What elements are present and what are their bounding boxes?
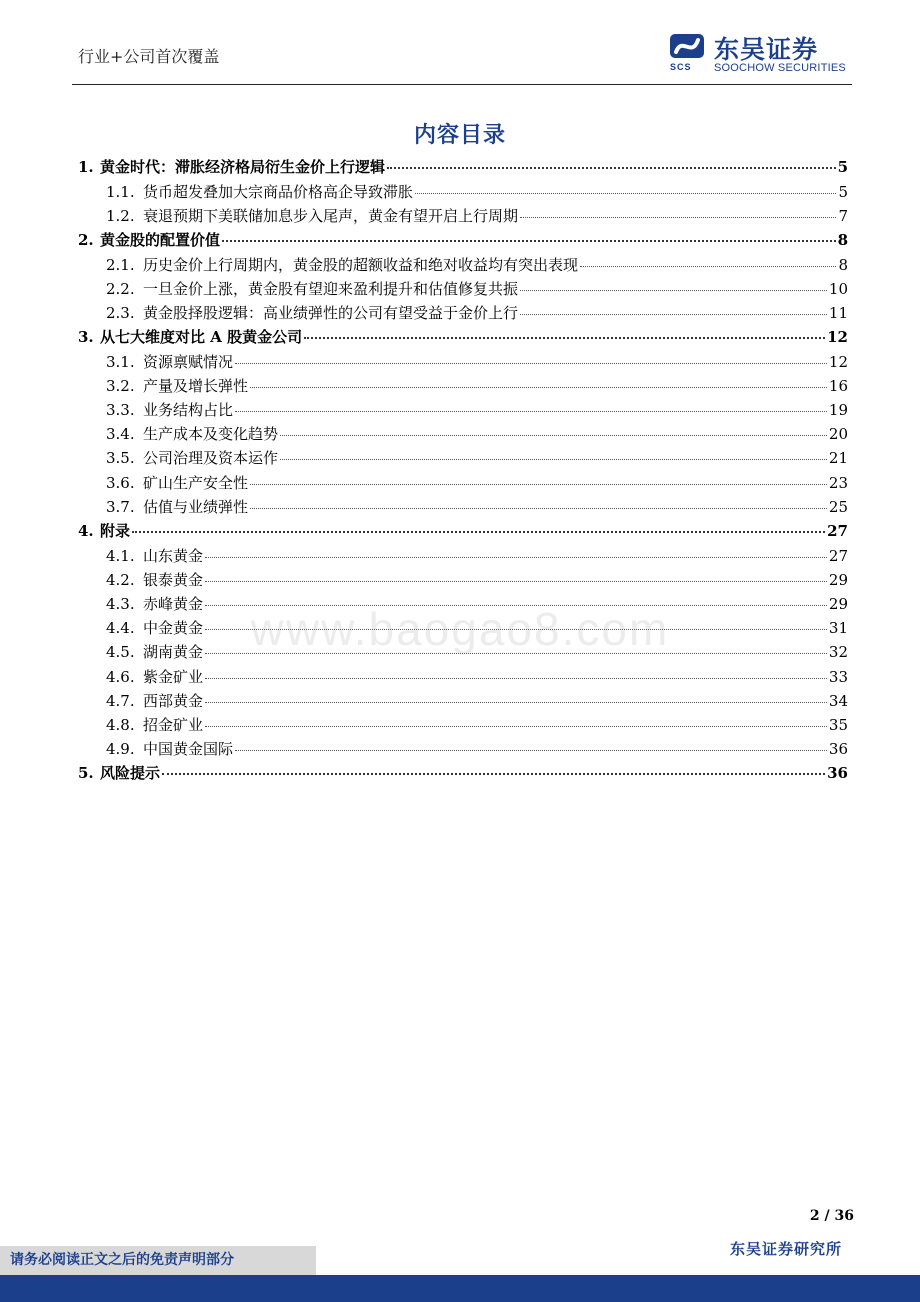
toc-dot-leader [205,702,827,703]
toc-subsection-entry[interactable] [78,278,848,302]
report-type-tag: 行业+公司首次覆盖 [78,47,220,66]
toc-dot-leader [520,290,827,291]
toc-entry-page: 19 [828,401,848,420]
toc-entry-page: 31 [828,619,848,638]
header-divider [72,84,852,85]
toc-dot-leader [205,557,827,558]
toc-dot-leader [205,678,827,679]
toc-subsection-entry[interactable] [78,423,848,447]
toc-subsection-entry[interactable] [78,690,848,714]
toc-subsection-entry[interactable] [78,545,848,569]
footer-bar [0,1275,920,1302]
toc-entry-number: 4.2. [106,570,135,589]
toc-subsection-entry[interactable] [78,302,848,326]
toc-dot-leader [520,217,836,218]
toc-entry-page: 20 [828,425,848,444]
toc-entry-page: 33 [828,667,848,686]
toc-entry-number: 1.1. [106,182,135,201]
watermark: www.baogao8.com [250,603,670,655]
toc-entry-number: 4.4. [106,619,135,638]
toc-dot-leader [205,726,827,727]
toc-entry-number: 2.2. [106,279,135,298]
toc-entry-title: 黄金股的配置价值 [100,230,221,249]
toc-subsection-entry[interactable] [78,399,848,423]
toc-dot-leader [250,484,827,485]
toc-title: 内容目录 [413,122,506,148]
toc-dot-leader [132,531,825,533]
toc-dot-leader [520,314,827,315]
toc-section-entry[interactable] [78,520,848,545]
toc-entry-number: 4.5. [106,643,135,662]
disclaimer-notice: 请务必阅读正文之后的免责声明部分 [0,1246,316,1275]
toc-entry-number: 2.1. [106,255,135,274]
toc-entry-title: 货币超发叠加大宗商品价格高企导致滞胀 [143,182,414,201]
toc-entry-page: 11 [828,303,848,322]
logo-english-name: SOOCHOW SECURITIES [714,62,846,74]
toc-entry-page: 5 [838,182,848,201]
toc-entry-title: 衰退预期下美联储加息步入尾声，黄金有望开启上行周期 [143,206,519,225]
toc-entry-page: 16 [828,376,848,395]
toc-section-entry[interactable] [78,229,848,254]
toc-entry-number: 3.4. [106,425,135,444]
toc-entry-page: 25 [828,497,848,516]
toc-subsection-entry[interactable] [78,181,848,205]
toc-entry-number: 4.1. [106,546,135,565]
toc-section-entry[interactable] [78,762,848,787]
toc-entry-number: 3.5. [106,449,135,468]
logo-scs-text: SCS [670,62,692,72]
toc-entry-title: 银泰黄金 [143,570,204,589]
toc-dot-leader [235,411,827,412]
toc-entry-number: 3.3. [106,401,135,420]
toc-dot-leader [280,435,827,436]
toc-entry-title: 一旦金价上涨，黄金股有望迎来盈利提升和估值修复共振 [143,279,519,298]
toc-entry-page: 12 [827,328,848,347]
toc-subsection-entry[interactable] [78,205,848,229]
toc-subsection-entry[interactable] [78,375,848,399]
toc-dot-leader [162,773,825,775]
toc-entry-page: 27 [827,522,848,541]
toc-entry-title: 中国黄金国际 [143,740,234,759]
toc-entry-number: 3. [78,328,94,347]
toc-entry-title: 产量及增长弹性 [143,376,249,395]
toc-subsection-entry[interactable] [78,666,848,690]
toc-entry-page: 8 [838,255,848,274]
toc-entry-number: 3.1. [106,352,135,371]
toc-subsection-entry[interactable] [78,254,848,278]
toc-dot-leader [250,387,827,388]
toc-entry-number: 3.7. [106,497,135,516]
toc-entry-title: 生产成本及变化趋势 [143,425,279,444]
toc-entry-page: 32 [828,643,848,662]
toc-entry-number: 4.7. [106,691,135,710]
toc-entry-page: 27 [828,546,848,565]
toc-dot-leader [280,459,827,460]
toc-entry-title: 湖南黄金 [143,643,204,662]
toc-dot-leader [205,581,827,582]
toc-entry-page: 36 [827,764,848,783]
toc-entry-title: 招金矿业 [143,715,204,734]
toc-entry-number: 2.3. [106,303,135,322]
toc-entry-title: 附录 [100,522,131,541]
toc-section-entry[interactable] [78,156,848,181]
toc-subsection-entry[interactable] [78,351,848,375]
institute-name: 东吴证券研究所 [729,1240,842,1258]
toc-subsection-entry[interactable] [78,714,848,738]
toc-entry-number: 4.9. [106,740,135,759]
table-of-contents [78,156,848,787]
toc-entry-page: 23 [828,473,848,492]
toc-entry-number: 4.8. [106,715,135,734]
soochow-logo [668,32,858,78]
toc-dot-leader [580,266,836,267]
toc-entry-page: 5 [837,158,848,176]
toc-entry-page: 8 [837,230,848,249]
toc-entry-title: 山东黄金 [143,546,204,565]
toc-entry-title: 风险提示 [100,764,161,783]
toc-dot-leader [235,750,827,751]
toc-entry-title: 矿山生产安全性 [143,473,249,492]
toc-entry-page: 35 [828,715,848,734]
toc-entry-number: 2. [78,230,94,249]
toc-dot-leader [387,167,836,169]
toc-entry-page: 36 [828,740,848,759]
toc-entry-page: 12 [828,352,848,371]
toc-entry-number: 4.6. [106,667,135,686]
toc-entry-title: 赤峰黄金 [143,595,204,613]
toc-entry-number: 5. [78,764,94,783]
toc-entry-page: 34 [828,691,848,710]
toc-subsection-entry[interactable] [78,738,848,762]
toc-entry-page: 29 [828,595,848,613]
toc-subsection-entry[interactable] [78,447,848,471]
toc-dot-leader [222,240,836,242]
toc-entry-title: 资源禀赋情况 [143,352,234,371]
logo-chinese-name: 东吴证券 [714,35,819,64]
toc-entry-title: 黄金股择股逻辑：高业绩弹性的公司有望受益于金价上行 [143,303,519,322]
toc-entry-page: 21 [828,449,848,468]
toc-entry-title: 业务结构占比 [143,401,234,420]
toc-dot-leader [250,508,827,509]
toc-entry-page: 29 [828,570,848,589]
toc-subsection-entry[interactable] [78,496,848,520]
toc-entry-number: 1.2. [106,206,135,225]
toc-entry-number: 1. [78,158,94,176]
toc-subsection-entry[interactable] [78,569,848,593]
toc-entry-number: 4. [78,522,94,541]
page-number: 2 / 36 [809,1208,854,1224]
toc-entry-title: 西部黄金 [143,691,204,710]
toc-entry-title: 紫金矿业 [143,667,204,686]
toc-entry-number: 3.6. [106,473,135,492]
toc-entry-title: 公司治理及资本运作 [143,449,279,468]
toc-dot-leader [235,363,827,364]
toc-entry-title: 中金黄金 [143,619,204,638]
toc-entry-title: 估值与业绩弹性 [143,497,249,516]
toc-entry-number: 3.2. [106,376,135,395]
toc-entry-number: 4.3. [106,595,135,613]
toc-dot-leader [304,337,825,339]
toc-entry-title: 黄金时代：滞胀经济格局衍生金价上行逻辑 [100,158,386,176]
toc-entry-title: 从七大维度对比 A 股黄金公司 [100,328,303,347]
toc-entry-title: 历史金价上行周期内，黄金股的超额收益和绝对收益均有突出表现 [143,255,579,274]
toc-dot-leader [415,193,836,194]
toc-entry-page: 10 [828,279,848,298]
toc-section-entry[interactable] [78,326,848,351]
toc-entry-page: 7 [838,206,848,225]
toc-subsection-entry[interactable] [78,472,848,496]
